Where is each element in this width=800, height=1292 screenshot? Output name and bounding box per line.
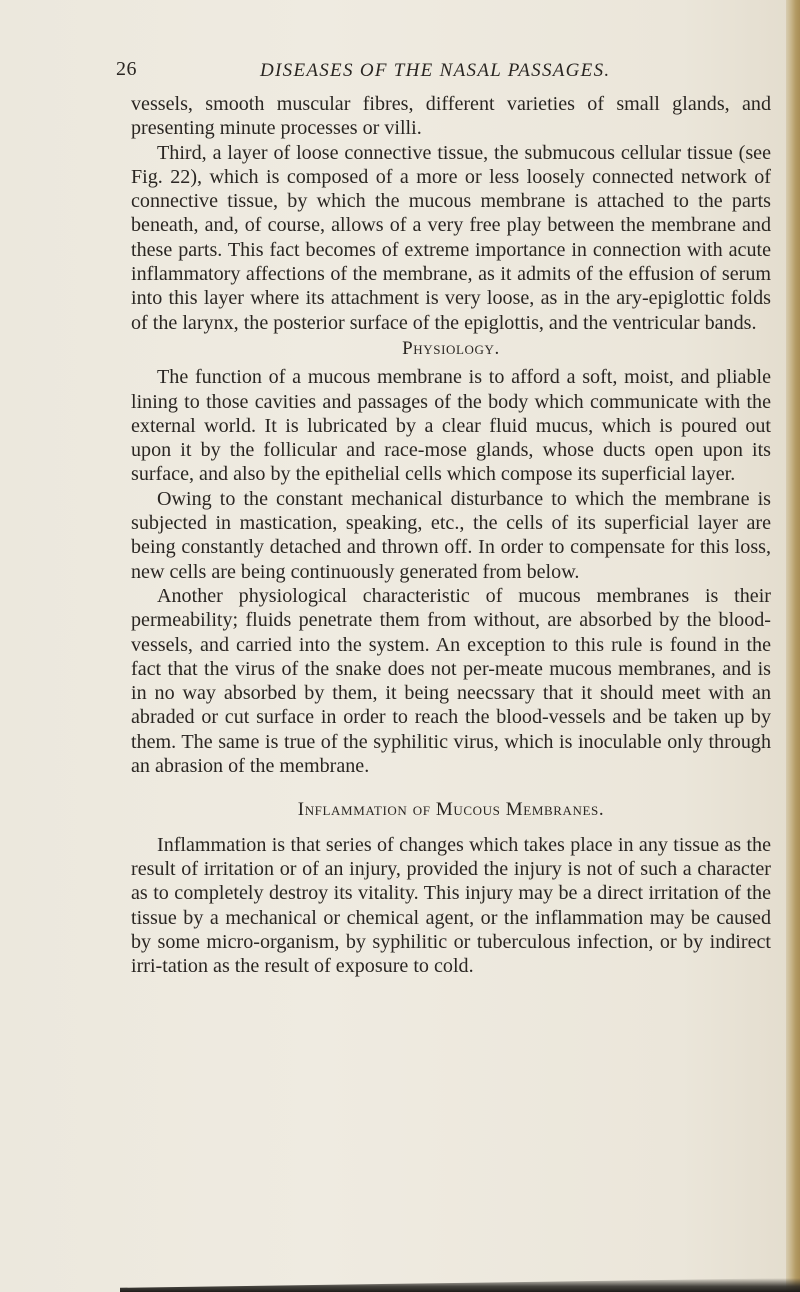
heading-inflammation: Inflammation of Mucous Membranes. bbox=[297, 799, 605, 821]
paragraph-cell-renewal: Owing to the constant mechanical disturbance to which the membrane is subjected in mastication, speaking, etc., the cells of its superficial layer are being constantly detached and thrown off. In order to compensate for this loss, new cells are being continuously generated from below. bbox=[131, 487, 771, 583]
paragraph-function: The function of a mucous membrane is to afford a soft, moist, and pliable lining to those cavities and passages of the body which communicate with the external world. It is lubricated by a clear fluid mucus, which is poured out upon it by the follicular and race-mose glands, whose ducts open upon its surface, and also by the epithelial cells which compose its superficial layer. bbox=[131, 366, 771, 486]
paragraph-permeability: Another physiological characteristic of mucous membranes is their permeability; fluids penetrate them from without, are absorbed by the blood-vessels, and carried into the system. An exception to this rule is found in the fact that the virus of the snake does not per-meate mucous membranes, and is in no way absorbed by them, it being neecssary that it should meet with an abraded or cut surface in order to reach the blood-vessels and be taken up by them. The same is true of the syphilitic virus, which is inoculable only through an abrasion of the membrane. bbox=[131, 584, 771, 778]
paragraph-inflammation: Inflammation is that series of changes which takes place in any tissue as the result of irritation or of an injury, provided the injury is not of such a character as to completely destroy its vitality. This injury may be a direct irritation of the tissue by a mechanical or chemical agent, or the inflammation may be caused by some micro-organism, by syphilitic or tuberculous infection, or by indirect irri-tation as the result of exposure to cold. bbox=[131, 833, 771, 978]
page-number: 26 bbox=[116, 58, 137, 80]
paragraph-submucous-tissue: Third, a layer of loose connective tissue, the submucous cellular tissue (see Fig. 22), which is composed of a more or less loosely connected network of connective tissue, by which the mucous membrane is attached to the parts beneath, and, of course, allows of a very free play between the membrane and these parts. This fact becomes of extreme importance in connection with acute inflammatory affections of the membrane, as it admits of the effusion of serum into this layer where its attachment is very loose, as in the ary-epiglottic folds of the larynx, the posterior surface of the epiglottis, and the ventricular bands. bbox=[131, 141, 771, 334]
page-edge bbox=[786, 0, 800, 1292]
heading-physiology: Physiology. bbox=[402, 337, 500, 359]
page-header bbox=[116, 58, 796, 88]
paragraph-continued: vessels, smooth muscular fibres, different varieties of small glands, and presenting minute processes or villi. bbox=[131, 93, 771, 140]
page-body bbox=[131, 92, 771, 978]
page-bottom-shadow bbox=[120, 1278, 800, 1292]
running-title: DISEASES OF THE NASAL PASSAGES. bbox=[260, 60, 611, 81]
